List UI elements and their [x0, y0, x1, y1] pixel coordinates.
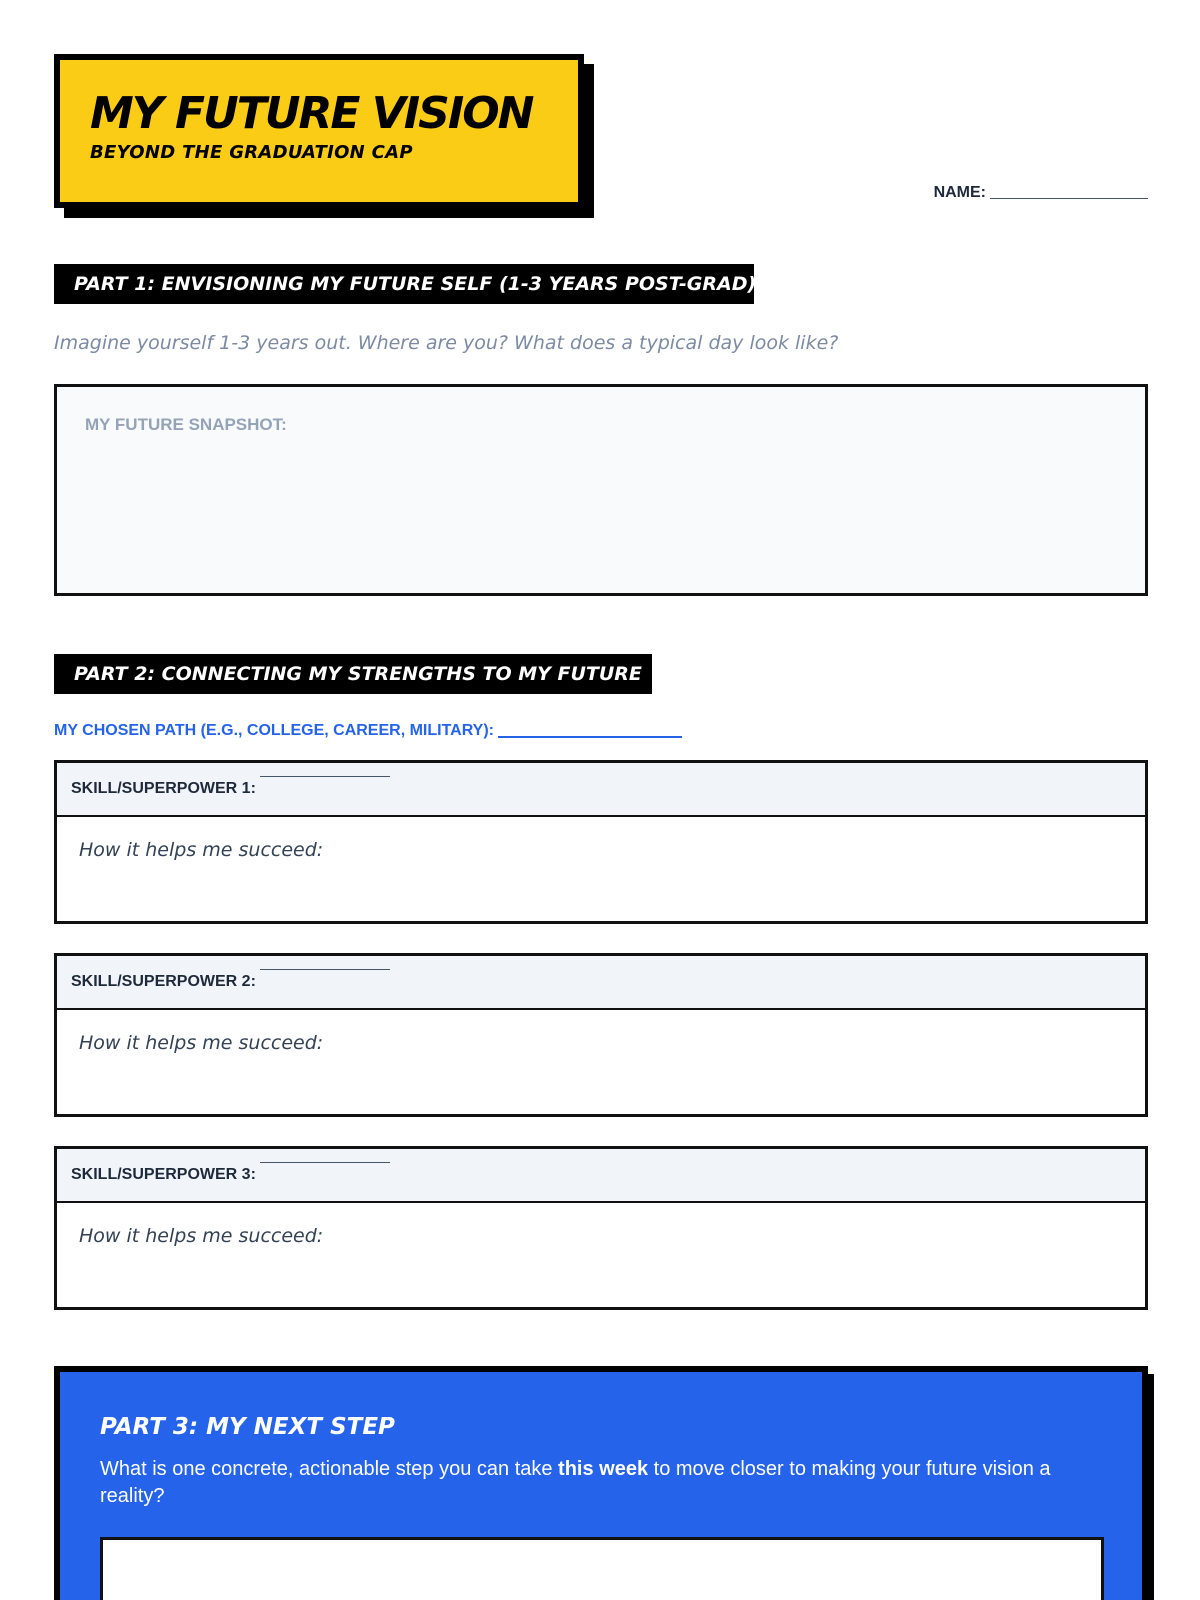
part3-box [54, 1366, 1148, 1600]
skill-header[interactable] [57, 956, 1145, 1010]
part3-text-before: What is one concrete, actionable step you can take [100, 1458, 559, 1480]
name-blank[interactable] [990, 198, 1148, 199]
title-block [54, 54, 594, 218]
skill-label: SKILL/SUPERPOWER 2: [71, 973, 256, 990]
snapshot-label: MY FUTURE SNAPSHOT: [85, 415, 287, 434]
skill-blank[interactable] [260, 969, 390, 970]
skill-label: SKILL/SUPERPOWER 1: [71, 780, 256, 797]
part1-heading: PART 1: ENVISIONING MY FUTURE SELF (1-3 YEARS POST-GRAD) [54, 264, 754, 304]
skill-label: SKILL/SUPERPOWER 3: [71, 1166, 256, 1183]
part3-question [100, 1456, 1105, 1510]
skill-blank[interactable] [260, 776, 390, 777]
part3-text-after: to move closer to making your future vision a reality? [100, 1458, 1051, 1507]
skill-header[interactable] [57, 1149, 1145, 1203]
skill-answer-area[interactable] [57, 1203, 1145, 1247]
skill-card [54, 760, 1148, 924]
skill-prompt: How it helps me succeed: [79, 1225, 324, 1247]
skill-answer-area[interactable] [57, 1010, 1145, 1054]
part3-heading: PART 3: MY NEXT STEP [100, 1414, 395, 1440]
chosen-path-label: MY CHOSEN PATH (E.G., COLLEGE, CAREER, MILITARY): [54, 722, 495, 739]
skill-prompt: How it helps me succeed: [79, 839, 324, 861]
skill-header[interactable] [57, 763, 1145, 817]
page-subtitle: BEYOND THE GRADUATION CAP [90, 142, 413, 164]
skill-answer-area[interactable] [57, 817, 1145, 861]
chosen-path-blank[interactable] [498, 736, 682, 738]
next-step-answer-box[interactable] [100, 1537, 1104, 1600]
part3-block [54, 1366, 1154, 1600]
title-box [54, 54, 584, 208]
part1-prompt: Imagine yourself 1-3 years out. Where are you? What does a typical day look like? [54, 332, 839, 354]
name-field[interactable] [934, 184, 1148, 202]
part3-text-bold: this week [558, 1458, 649, 1480]
chosen-path-field[interactable] [54, 722, 682, 740]
name-label: NAME: [933, 184, 986, 201]
page-title: MY FUTURE VISION [90, 88, 533, 139]
skill-prompt: How it helps me succeed: [79, 1032, 324, 1054]
skill-blank[interactable] [260, 1162, 390, 1163]
skill-card [54, 1146, 1148, 1310]
part2-heading: PART 2: CONNECTING MY STRENGTHS TO MY FUTURE [54, 654, 652, 694]
future-snapshot-box[interactable] [54, 384, 1148, 596]
skill-card [54, 953, 1148, 1117]
